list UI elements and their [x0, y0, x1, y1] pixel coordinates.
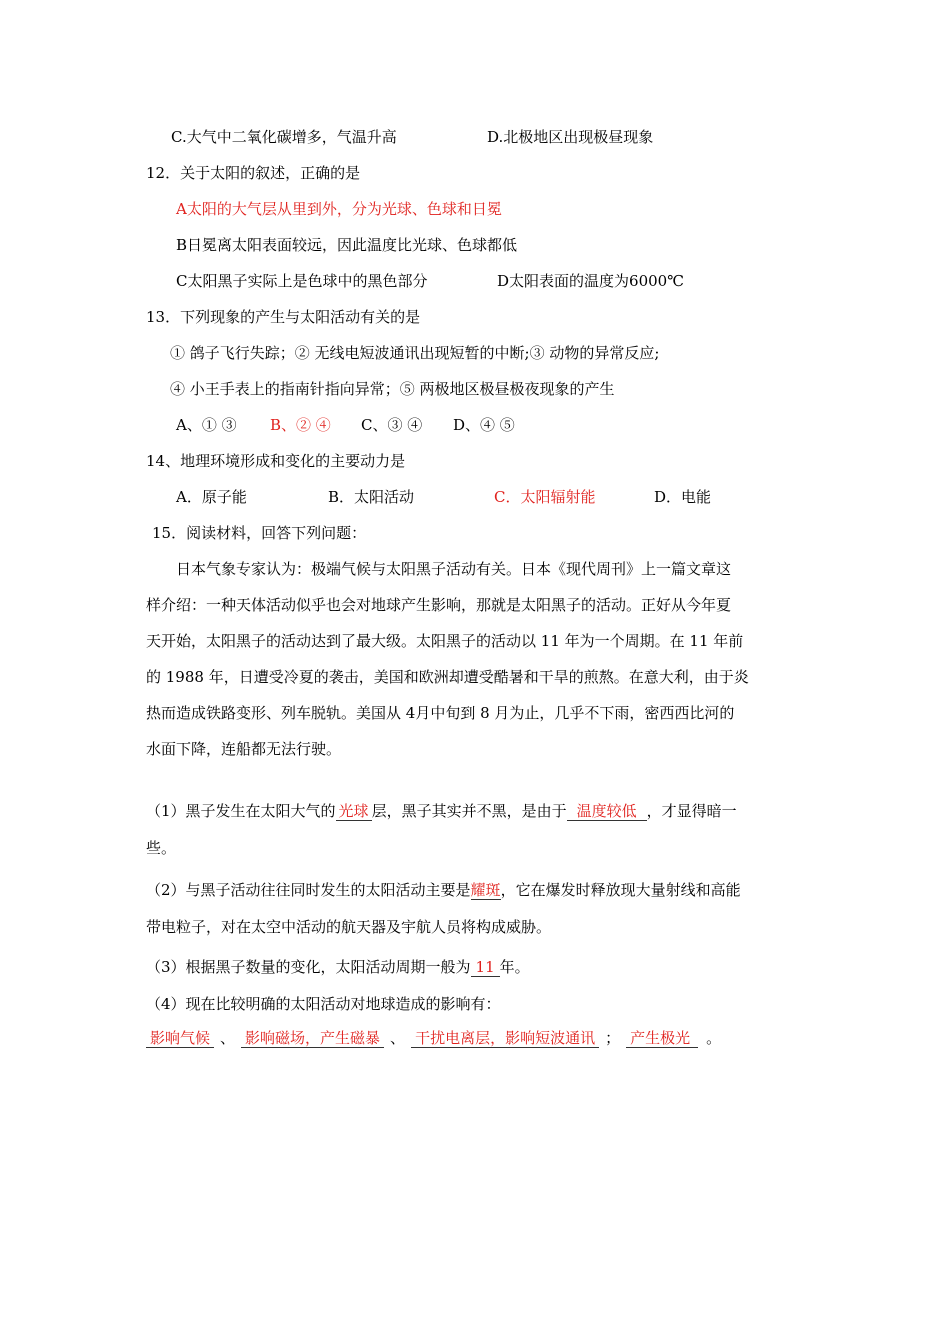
sub2-suffix: ，它在爆发时释放现大量射线和高能 — [500, 881, 741, 899]
q12-option-d: D太阳表面的温度为6000℃ — [497, 272, 684, 290]
sub1-answer-photosphere: 光球 — [336, 802, 372, 821]
q15-passage-line-6: 水面下降，连船都无法行驶。 — [146, 740, 342, 758]
q13-option-d: D、④ ⑤ — [453, 416, 515, 434]
sub4-answer-climate: 影响气候 — [146, 1029, 214, 1048]
q13-stem: 13．下列现象的产生与太阳活动有关的是 — [146, 308, 421, 326]
q11-option-d: D.北极地区出现极昼现象 — [487, 128, 654, 146]
sub2-prefix: （2）与黑子活动往往同时发生的太阳活动主要是 — [146, 881, 471, 899]
q13-option-a: A、① ③ — [176, 416, 237, 434]
sub1-middle: 层，黑子其实并不黑，是由于 — [371, 802, 567, 820]
q15-sub-1-continued: 些。 — [146, 839, 177, 857]
sub3-suffix: 年。 — [499, 958, 530, 976]
q14-option-c: C．太阳辐射能 — [494, 488, 596, 506]
q13-phenomena-line-2: ④ 小王手表上的指南针指向异常；⑤ 两极地区极昼极夜现象的产生 — [170, 380, 615, 398]
q14-option-a: A．原子能 — [176, 488, 247, 506]
sub1-answer-low-temperature: 温度较低 — [567, 802, 647, 821]
q11-option-c: C.大气中二氧化碳增多，气温升高 — [171, 128, 397, 146]
q15-passage-line-3: 天开始，太阳黑子的活动达到了最大级。太阳黑子的活动以 11 年为一个周期。在 11 年前 — [146, 632, 744, 650]
q15-passage-line-5: 热而造成铁路变形、列车脱轨。美国从 4月中旬到 8 月为止，几乎不下雨，密西西比河的 — [146, 704, 735, 722]
q15-passage-line-2: 样介绍：一种天体活动似乎也会对地球产生影响，那就是太阳黑子的活动。正好从今年夏 — [146, 596, 732, 614]
q13-option-c: C、③ ④ — [361, 416, 423, 434]
sub4-separator-3: ； — [605, 1029, 621, 1047]
q14-stem: 14、地理环境形成和变化的主要动力是 — [146, 452, 406, 470]
q12-stem: 12．关于太阳的叙述，正确的是 — [146, 164, 361, 182]
q15-sub-4: （4）现在比较明确的太阳活动对地球造成的影响有： — [146, 995, 501, 1013]
q13-phenomena-line-1: ① 鸽子飞行失踪；② 无线电短波通讯出现短暂的中断;③ 动物的异常反应; — [170, 344, 660, 362]
q15-passage-line-4: 的 1988 年，日遭受冷夏的袭击，美国和欧洲却遭受酷暑和干旱的煎熬。在意大利，由于炎 — [146, 668, 749, 686]
q15-passage-line-1: 日本气象专家认为：极端气候与太阳黑子活动有关。日本《现代周刊》上一篇文章这 — [176, 560, 732, 578]
sub3-prefix: （3）根据黑子数量的变化，太阳活动周期一般为 — [146, 958, 471, 976]
sub4-answer-ionosphere: 干扰电离层，影响短波通讯 — [411, 1029, 599, 1048]
q12-option-b: B日冕离太阳表面较远，因此温度比光球、色球都低 — [176, 236, 518, 254]
sub1-suffix: ，才显得暗一 — [646, 802, 737, 820]
q12-option-a: A太阳的大气层从里到外，分为光球、色球和日冕 — [176, 200, 502, 218]
q15-sub-2-continued: 带电粒子，对在太空中活动的航天器及宇航人员将构成威胁。 — [146, 918, 552, 936]
q14-option-d: D．电能 — [654, 488, 712, 506]
sub4-end-mark: 。 — [706, 1029, 722, 1047]
sub1-prefix: （1）黑子发生在太阳大气的 — [146, 802, 336, 820]
q15-sub-1 — [146, 801, 737, 821]
q13-option-b: B、② ④ — [270, 416, 331, 434]
sub2-answer-flare: 耀斑 — [470, 881, 501, 899]
sub3-answer-cycle: 11 — [471, 958, 500, 977]
sub4-answer-magnetic-storm: 影响磁场，产生磁暴 — [241, 1029, 384, 1048]
sub4-separator-1: 、 — [220, 1029, 236, 1047]
q15-sub-3 — [146, 957, 530, 977]
q15-stem: 15．阅读材料，回答下列问题： — [152, 524, 367, 542]
q14-option-b: B．太阳活动 — [328, 488, 415, 506]
q15-sub-4-answers — [146, 1028, 721, 1048]
sub4-separator-2: 、 — [390, 1029, 406, 1047]
q12-option-c: C太阳黑子实际上是色球中的黑色部分 — [176, 272, 428, 290]
q15-sub-2 — [146, 880, 741, 900]
sub4-answer-aurora: 产生极光 — [626, 1029, 698, 1048]
